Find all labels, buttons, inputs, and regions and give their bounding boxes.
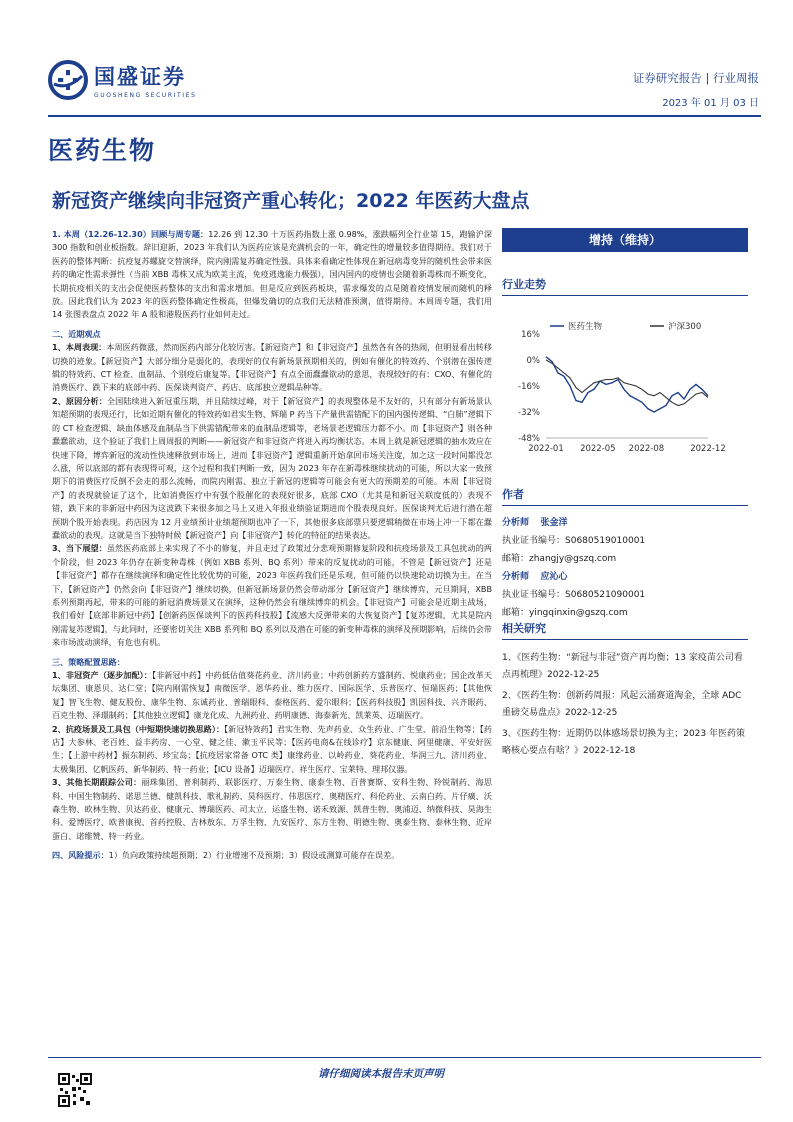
- analyst-2-email: 邮箱：yingqinxin@gszq.com: [502, 608, 628, 618]
- company-logo: [48, 60, 196, 100]
- strategy-item-3: [52, 776, 492, 843]
- y-tick-label: 16%: [521, 330, 540, 340]
- related-item-1[interactable]: 1、《医药生物：“新冠与非冠”资产再均衡；13 家疫苗公司看点再梳理》2022-12-25: [502, 653, 743, 680]
- qr-code-icon: [58, 1073, 92, 1107]
- outlook-lead: 3、当下展望：: [52, 543, 107, 554]
- risk-lead: 四、风险提示：: [52, 850, 109, 861]
- analyst-1-email: 邮箱：zhangjy@gszq.com: [502, 554, 617, 564]
- trend-chart-svg: [502, 320, 748, 470]
- main-body: [52, 228, 492, 863]
- summary-text: 12.26 到 12.30 十万医药指数上涨 0.98%，涨跌幅列全行业第 15，跑输沪深 300 指数和创业板指数。辞旧迎新，2023 年我们认为医药应该是充满机会的一年，确定性的增量较多值得期待。我们对于医药的整体判断：抗疫复苏螺旋交替演绎，院内刚需复苏确定性强。具体来看确定性体现在新冠病毒变异的随机性会带来医药的确定性需求弹性（当前 XBB 毒株又成为欧美主流，免疫逃逸能力极强），国内国内的疫情也会随着新毒株而不断变化，长期抗疫相关的支出会促使医药整体的支出和需求增加。但是反应到医药板块，需求爆发的点是随着疫情发展而随机的释放。因此我们认为 2023 年的医药整体确定性极高，但爆发确切的点我们无法精准预测，值得期待。本周周专题，我们用 14 张图表盘点 2022 年 A 股和港股医药行业如何走过。: [52, 229, 492, 320]
- analysis-lead: 2、原因分析：: [52, 395, 107, 406]
- x-tick-label: 2022-08: [628, 444, 665, 454]
- strategy-item-2: [52, 723, 492, 777]
- analysis-paragraph: [52, 395, 492, 542]
- authors-heading: 作者: [502, 486, 748, 506]
- performance-lead: 1、本周表现：: [52, 342, 107, 353]
- industry-name: 医药生物: [48, 136, 157, 165]
- y-tick-label: 0%: [526, 356, 540, 366]
- related-item-2[interactable]: 2、《医药生物：创新药周报：风起云涌赛道淘金，全球 ADC 重磅交易盘点》2022-12-25: [502, 691, 742, 718]
- summary-heading: 1. 本周（12.26-12.30）回顾与周专题：: [52, 229, 209, 239]
- analyst-1: [502, 516, 748, 531]
- analyst-1-cert: 执业证书编号：S0680519010001: [502, 536, 646, 546]
- company-name: 国盛证券: [94, 65, 186, 89]
- rating-badge: 增持（维持）: [502, 228, 748, 252]
- legend-label: 沪深300: [668, 322, 702, 332]
- x-tick-label: 2022-01: [528, 444, 564, 454]
- footer-disclaimer: 请仔细阅读本报告末页声明: [318, 1068, 444, 1080]
- y-tick-label: -16%: [518, 382, 540, 392]
- related-heading: 相关研究: [502, 620, 748, 640]
- authors-section: [502, 486, 748, 624]
- legend-label: 医药生物: [568, 322, 603, 332]
- risk-text: 1）负向政策持续超预期；2）行业增速不及预期；3）假设或测算可能存在误差。: [108, 850, 400, 861]
- strategy-item-1-text: 【非新冠中药】中药低估值葵花药业、济川药业；中药创新药方盛制药、悦康药业；国企改革天坛集团、康恩贝、达仁堂；【院内刚需恢复】南微医学、恩华药业、维力医疗、国际医学、乐普医疗、恒瑞医药；【其他恢复】智飞生物、健友股份、康华生物、东诚药业、普瑞眼科、泰格医药、爱尔眼科；【医药科技股】凯因科技、兴齐眼药、百克生物、泽璟制药；【其他独立逻辑】康龙化成、九洲药业、药明康德、海泰新光、凯莱英、迈瑞医疗。: [52, 670, 492, 721]
- strategy-item-2-text: 【新冠特效药】君实生物、先声药业、众生药业、广生堂、前沿生物等；【药店】大参林、老百姓、益丰药房、一心堂、健之佳、漱玉平民等；【医药电商&在线诊疗】京东健康、阿里健康、平安好医生；【上游中药材】振东制药、珍宝岛；【抗疫居家常备 OTC 类】康缘药业、以岭药业、葵花药业、华润三九、济川药业、太极集团、亿帆医药、新华制药、特一药业；【ICU 设备】迈瑞医疗、祥生医疗、宝莱特、理邦仪器。: [52, 723, 492, 774]
- y-tick-label: -48%: [518, 434, 540, 444]
- performance-text: 本周医药微涨，然而医药内部分化较厉害。【新冠资产】和【非冠资产】虽然各有各的热闹，但明显看出转移切换的迹象。【新冠资产】大部分细分是弱化的，表现好的仅有新场景预期相关的，例如有催化的特效药、个别潜在强传逻辑的特效药、CT 检查、血制品、个别疫后康复等。【非冠资产】有点全面蠢蠢欲动的意思，表现较好的有：CXO、有催化的消费医疗、跌下来的底部中药、医保谈判资产、药店、底部独立逻辑品种等。: [52, 342, 492, 393]
- analyst-2: [502, 570, 748, 585]
- related-item-3[interactable]: 3、《医药生物：近期仍以体感场景切换为主；2023 年医药策略核心要点有啥？》2022-12-18: [502, 729, 745, 756]
- report-type: 证券研究报告 | 行业周报: [632, 71, 759, 85]
- trend-chart: [502, 320, 748, 470]
- strategy-item-3-text: 丽珠集团、普利制药、联影医疗、万泰生物、康泰生物、百普赛斯、安科生物、羚锐制药、海思科、中国生物制药、诺思兰德、健凯科技、歌礼制药、昊科医疗、伟思医疗、奥精医疗、科伦药业、云南白药、片仔癀、沃森生物、欧林生物、贝达药业、健康元、博瑞医药、司太立、运盛生物、诺禾致源、凯普生物、奥浦迈、纳微科技、昊海生科、爱博医疗、欧普康视、首药控股、吉林敖东、万孚生物、九安医疗、东方生物、明德生物、奥泰生物、泰林生物、近岸蛋白、诺维赞、特一药业。: [52, 777, 492, 841]
- analyst-2-name: 应沁心: [540, 572, 568, 582]
- outlook-text: 虽然医药底部上来实现了不小的修复，并且走过了政策过分悲观预期修复阶段和抗疫场景及工具包扰动的两个阶段，但 2023 年仍存在新变种毒株（例如 XBB 系列、BQ 系列）带来的反复扰动的可能，不管是【新冠资产】还是【非冠资产】都存在继续演绎和确定性比较优势的可能，2023 年医药我们还是乐观，但可能仍以快速轮动切换为主。在当下，【新冠资产】仍然会向【非冠资产】继续切换，但新冠新场景仍然会带动部分【新冠资产】继续博弈，元旦期间，XBB 系列预期再起，带来的可能的新冠消费场景又在演绎，这种仍然会有继续博弈的机会。【非冠资产】可能会是近期主战场，我们看好【底部非新冠中药】【创新药医保谈判下的医药科技股】【流感大反弹带来的大恢复资产】【复苏逻辑，尤其是院内刚需复苏逻辑】，与此同时，还要密切关注 XBB 系列和 BQ 系列以及潜在可能的新变种毒株的演绎及预期影响，后续仍会带来市场波动演绎，有危也有机。: [52, 543, 492, 648]
- y-tick-label: -32%: [518, 408, 540, 418]
- strategy-heading: 三、策略配置思路：: [52, 656, 125, 667]
- risk-paragraph: [52, 849, 492, 862]
- recent-views-heading: 二、近期观点: [52, 328, 101, 339]
- analyst-1-name: 张金洋: [540, 518, 568, 528]
- header-divider: [48, 115, 761, 117]
- summary-paragraph: [52, 228, 492, 322]
- report-title: 新冠资产继续向非冠资产重心转化；2022 年医药大盘点: [52, 190, 530, 212]
- related-section: [502, 620, 748, 764]
- report-date: 2023 年 01 月 03 日: [662, 98, 759, 109]
- outlook-paragraph: [52, 542, 492, 649]
- analyst-2-cert: 执业证书编号：S0680521090001: [502, 590, 646, 600]
- guosheng-logo-icon: [48, 60, 88, 100]
- trend-heading: 行业走势: [502, 276, 748, 296]
- x-tick-label: 2022-05: [580, 444, 616, 454]
- analysis-text: 全国陆续进入新冠重压期，并且陆续过峰，对于【新冠资产】的表现整体是不友好的，只有部分有新场景认知超预期的表现还行，比如近期有催化的特效药如君实生物、辉瑞 P 药当下产量供需错配下的国内强传逻辑、“白肺”逻辑下的 CT 检查逻辑、缺血体感及血制品当下供需错配带来的血制品逻辑等，老场景老逻辑压力都不小。而【非冠资产】则各种蠢蠢欲动，这个验证了我们上周周报的判断——新冠资产和非冠资产将进入再均衡状态。本周上就是新冠逻辑的抽水效应在快速下降，博弈新冠的流动性快速释放到市场上，进而【非冠资产】逻辑重新开始拿回市场关注度，加之这一段时间都没怎么涨，所以底部的都有表现得可观，这个过程和我们判断一致，因为 2023 年存在新毒株继续扰动的可能，所以大家一致预期下的消费医疗反倒不会走的那么流畅，而院内刚需、独立于新冠的逻辑等可能会有更大的预期差的可能。本周【非冠资产】的表现就验证了这个，比如消费医疗中有强个股催化的表现好很多，底部 CXO（尤其是和新冠关联度低的）表现不错，跌下来的非新冠中药因为这波跌下来很多加之马上又进入年报业绩验证期进而个股表现良好。医保谈判尤后进行潜在超预期个股开始表现。药店因为 12 月业绩预计业绩超预期也冲了一下，其他很多底部票只要逻辑稍微在市场上冲一下都在蠢蠢欲动的表现。这就是当下独特时候【新冠资产】向【非冠资产】转化的特征的结果表达。: [52, 395, 492, 540]
- performance-paragraph: [52, 341, 492, 395]
- footer-divider: [48, 1057, 761, 1058]
- strategy-item-1: [52, 669, 492, 723]
- x-tick-label: 2022-12: [690, 444, 726, 454]
- analyst-1-label: 分析师: [502, 518, 530, 528]
- company-name-en: GUOSHENG SECURITIES: [94, 92, 197, 99]
- page-header: [0, 0, 793, 120]
- analyst-2-label: 分析师: [502, 572, 530, 582]
- strategy-item-2-lead: 2、抗疫场景及工具包（中短期快速切换思路）：: [52, 723, 225, 734]
- sidebar: [502, 228, 748, 756]
- strategy-item-3-lead: 3、其他长期跟踪公司：: [52, 777, 142, 788]
- strategy-item-1-lead: 1、非冠资产（逐步加配）：: [52, 670, 153, 680]
